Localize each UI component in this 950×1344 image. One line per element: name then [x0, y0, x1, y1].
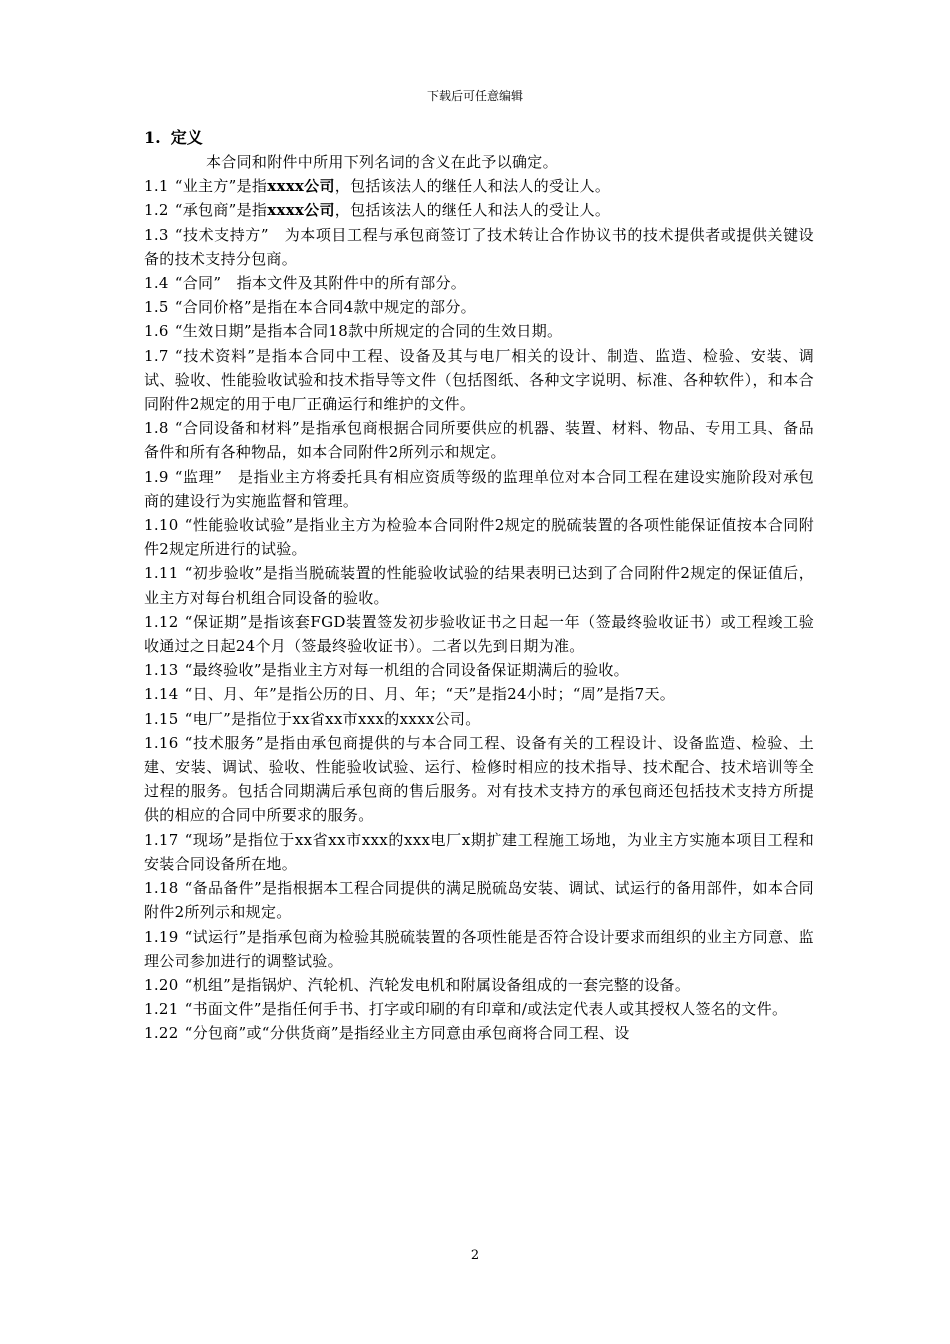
section-number: 1.	[144, 128, 161, 147]
definition-text: “日、月、年”是指公历的日、月、年；“天”是指24小时；“周”是指7天。	[184, 685, 676, 704]
definition-rest: ，包括该法人的继任人和法人的受让人。	[334, 201, 611, 220]
definition-number: 1.20	[144, 975, 179, 994]
definition-number: 1.19	[144, 927, 179, 946]
definition-number: 1.8	[144, 419, 169, 438]
definition-bold-term: xxxx公司	[267, 177, 335, 196]
definition-number: 1.16	[144, 733, 179, 752]
definition-number: 1.1	[144, 177, 169, 196]
definition-number: 1.2	[144, 201, 169, 220]
definition-number: 1.7	[144, 346, 169, 365]
definition-text: “性能验收试验”是指业主方为检验本合同附件2规定的脱硫装置的各项性能保证值按本合同附件2规定所进行的试验。	[144, 516, 814, 559]
definition-bold-term: xxxx公司	[267, 201, 335, 220]
definition-text: “技术支持方” 为本项目工程与承包商签订了技术转让合作协议书的技术提供者或提供关键设备的技术支持分包商。	[144, 225, 814, 268]
definition-text: “合同” 指本文件及其附件中的所有部分。	[174, 274, 467, 293]
definition-text: “分包商”或“分供货商”是指经业主方同意由承包商将合同工程、设	[184, 1024, 630, 1043]
definition-rest: ，包括该法人的继任人和法人的受让人。	[334, 177, 611, 196]
definition-item	[144, 876, 814, 924]
definition-item	[144, 295, 814, 319]
definition-item	[144, 973, 814, 997]
definition-item	[144, 174, 814, 198]
definition-item	[144, 198, 814, 222]
definition-text: “合同设备和材料”是指承包商根据合同所要供应的机器、装置、材料、物品、专用工具、备品备件和所有各种物品，如本合同附件2所列示和规定。	[144, 419, 814, 462]
definition-item	[144, 658, 814, 682]
definition-text: “技术资料”是指本合同中工程、设备及其与电厂相关的设计、制造、监造、检验、安装、调试、验收、性能验收试验和技术指导等文件（包括图纸、各种文字说明、标准、各种软件），和本合同附件2规定的用于电厂正确运行和维护的文件。	[144, 346, 814, 414]
definition-item	[144, 731, 814, 828]
definition-item	[144, 223, 814, 271]
definition-item	[144, 1021, 814, 1045]
definition-text: “备品备件”是指根据本工程合同提供的满足脱硫岛安装、调试、试运行的备用部件，如本合同附件2所列示和规定。	[144, 879, 814, 922]
definition-number: 1.17	[144, 830, 179, 849]
definition-item	[144, 682, 814, 706]
definition-text: “电厂”是指位于xx省xx市xxx的xxxx公司。	[184, 709, 481, 728]
definition-item	[144, 319, 814, 343]
definition-text: “现场”是指位于xx省xx市xxx的xxx电厂x期扩建工程施工场地，为业主方实施本项目工程和安装合同设备所在地。	[144, 830, 814, 873]
definition-item	[144, 610, 814, 658]
definition-number: 1.12	[144, 612, 179, 631]
definition-number: 1.14	[144, 685, 179, 704]
definition-number: 1.11	[144, 564, 179, 583]
definition-number: 1.15	[144, 709, 179, 728]
definition-number: 1.18	[144, 879, 179, 898]
definition-number: 1.4	[144, 274, 169, 293]
definition-text: “初步验收”是指当脱硫装置的性能验收试验的结果表明已达到了合同附件2规定的保证值后，业主方对每台机组合同设备的验收。	[144, 564, 814, 607]
definition-text: “试运行”是指承包商为检验其脱硫装置的各项性能是否符合设计要求而组织的业主方同意、监理公司参加进行的调整试验。	[144, 927, 814, 970]
section-heading	[144, 126, 814, 150]
definition-item	[144, 707, 814, 731]
definition-item	[144, 416, 814, 464]
definition-lead: “承包商”是指	[174, 201, 268, 220]
definition-text: “技术服务”是指由承包商提供的与本合同工程、设备有关的工程设计、设备监造、检验、土建、安装、调试、验收、性能验收试验、运行、检修时相应的技术指导、技术配合、技术培训等全过程的服务。包括合同期满后承包商的售后服务。对有技术支持方的承包商还包括技术支持方所提供的相应的合同中所要求的服务。	[144, 733, 814, 825]
definition-item	[144, 271, 814, 295]
document-body	[144, 126, 814, 1046]
page-header-note: 下载后可任意编辑	[426, 89, 523, 103]
definition-text: “监理” 是指业主方将委托具有相应资质等级的监理单位对本合同工程在建设实施阶段对承包商的建设行为实施监督和管理。	[144, 467, 814, 510]
definition-item	[144, 925, 814, 973]
definition-text: “书面文件”是指任何手书、打字或印刷的有印章和/或法定代表人或其授权人签名的文件。	[184, 1000, 788, 1019]
intro-paragraph: 本合同和附件中所用下列名词的含义在此予以确定。	[206, 153, 558, 171]
definition-number: 1.5	[144, 298, 169, 317]
definition-text: “机组”是指锅炉、汽轮机、汽轮发电机和附属设备组成的一套完整的设备。	[184, 975, 691, 994]
definition-item	[144, 997, 814, 1021]
definition-number: 1.9	[144, 467, 169, 486]
definition-number: 1.22	[144, 1024, 179, 1043]
definition-number: 1.3	[144, 225, 169, 244]
definition-item	[144, 344, 814, 417]
definition-number: 1.21	[144, 1000, 179, 1019]
page-number: 2	[470, 1248, 480, 1263]
definition-text: “保证期”是指该套FGD装置签发初步验收证书之日起一年（签最终验收证书）或工程竣工验收通过之日起24个月（签最终验收证书）。二者以先到日期为准。	[144, 612, 814, 656]
definition-number: 1.6	[144, 322, 169, 341]
definition-lead: “业主方”是指	[174, 177, 268, 196]
definition-item	[144, 561, 814, 609]
definition-number: 1.10	[144, 516, 179, 535]
definition-text: “最终验收”是指业主方对每一机组的合同设备保证期满后的验收。	[184, 661, 629, 680]
definition-item	[144, 513, 814, 561]
definition-text: “合同价格”是指在本合同4款中规定的部分。	[174, 298, 476, 317]
definition-item	[144, 465, 814, 513]
definition-number: 1.13	[144, 661, 179, 680]
section-title: 定义	[170, 128, 203, 147]
definition-item	[144, 828, 814, 876]
definition-text: “生效日期”是指本合同18款中所规定的合同的生效日期。	[174, 322, 563, 341]
